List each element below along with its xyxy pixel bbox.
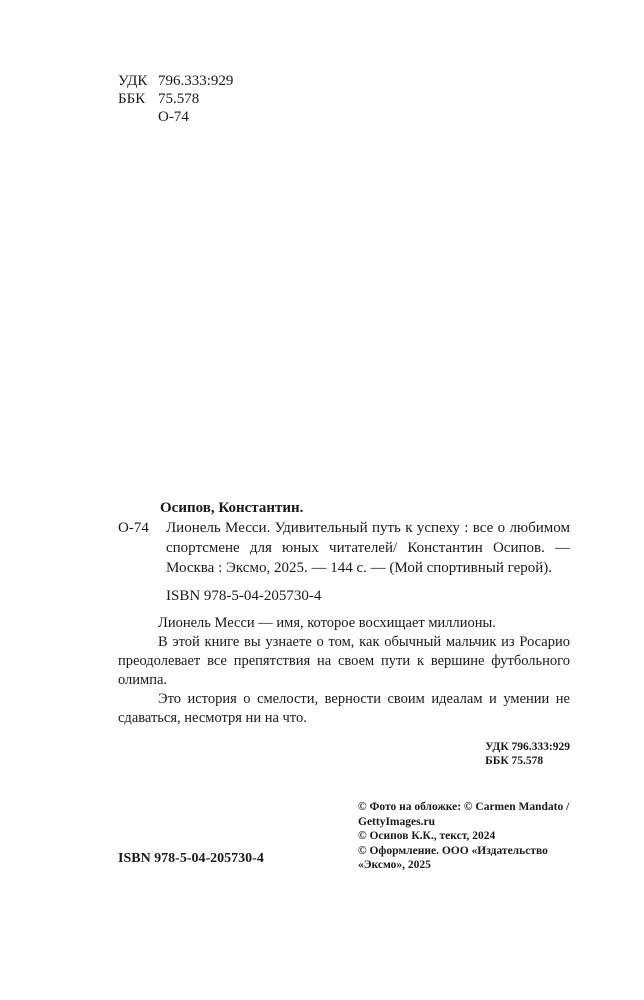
classification-codes-right [485, 740, 570, 768]
udk-code: УДК 796.333:929 [485, 741, 570, 753]
annotation-paragraph: Это история о смелости, верности своим идеалам и умении не сдаваться, несмотря ни на что. [118, 691, 570, 726]
bbk-value: 75.578 [158, 91, 200, 107]
entry-isbn: ISBN 978-5-04-205730-4 [166, 588, 322, 604]
annotation-paragraph: Лионель Месси — имя, которое восхищает миллионы. [158, 615, 496, 631]
author-sign: О-74 [158, 109, 189, 125]
credit-line: © Осипов К.К., текст, 2024 [358, 830, 496, 842]
annotation [118, 614, 570, 728]
bbk-code: ББК 75.578 [485, 755, 544, 767]
credit-line: © Оформление. ООО «Издательство «Эксмо», 2025 [358, 844, 548, 871]
entry-description: Лионель Месси. Удивительный путь к успеху : все о любимом спортсмене для юных читателей/ Константин Осипов. — Москва : Эксмо, 2025. — 144 с. — (Мой спортивный герой). [166, 520, 570, 576]
bbk-label: ББК [118, 91, 146, 107]
udk-label: УДК [118, 73, 148, 89]
annotation-paragraph: В этой книге вы узнаете о том, как обычный мальчик из Росарио преодолевает все препятствия на своем пути к вершине футбольного олимпа. [118, 634, 570, 688]
copyright-credits [358, 800, 570, 873]
udk-value: 796.333:929 [158, 73, 234, 89]
entry-author: Осипов, Константин. [160, 500, 304, 516]
bibliographic-entry [118, 498, 570, 728]
classification-codes [118, 72, 233, 126]
credit-line: © Фото на обложке: © Carmen Mandato / GettyImages.ru [358, 801, 570, 828]
isbn-bottom: ISBN 978-5-04-205730-4 [118, 851, 264, 866]
entry-code: О-74 [118, 520, 149, 536]
